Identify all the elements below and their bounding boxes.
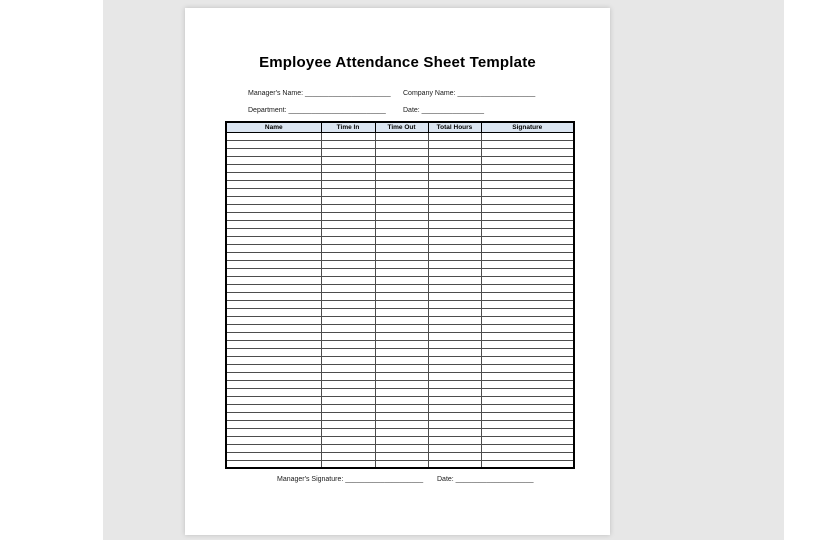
table-row bbox=[226, 188, 574, 196]
department-field: Department: _________________________ bbox=[248, 107, 386, 114]
table-cell bbox=[428, 452, 481, 460]
table-cell bbox=[428, 172, 481, 180]
table-row bbox=[226, 236, 574, 244]
table-cell bbox=[481, 412, 574, 420]
table-cell bbox=[321, 436, 375, 444]
table-cell bbox=[481, 420, 574, 428]
table-row bbox=[226, 268, 574, 276]
table-row bbox=[226, 324, 574, 332]
table-row bbox=[226, 212, 574, 220]
table-cell bbox=[321, 220, 375, 228]
table-row bbox=[226, 196, 574, 204]
table-cell bbox=[321, 132, 375, 140]
manager-signature-field: Manager's Signature: ____________________ bbox=[277, 476, 424, 483]
table-cell bbox=[321, 292, 375, 300]
table-row bbox=[226, 284, 574, 292]
table-cell bbox=[375, 356, 428, 364]
table-cell bbox=[321, 372, 375, 380]
table-cell bbox=[226, 364, 321, 372]
table-row bbox=[226, 356, 574, 364]
table-cell bbox=[481, 164, 574, 172]
table-cell bbox=[481, 292, 574, 300]
table-cell bbox=[375, 252, 428, 260]
table-cell bbox=[428, 428, 481, 436]
table-cell bbox=[375, 380, 428, 388]
table-cell bbox=[428, 180, 481, 188]
table-cell bbox=[375, 188, 428, 196]
table-cell bbox=[375, 396, 428, 404]
table-cell bbox=[481, 228, 574, 236]
table-cell bbox=[481, 348, 574, 356]
table-header-row bbox=[226, 122, 574, 132]
table-cell bbox=[375, 236, 428, 244]
table-cell bbox=[375, 172, 428, 180]
table-cell bbox=[375, 260, 428, 268]
table-cell bbox=[481, 204, 574, 212]
table-cell bbox=[481, 332, 574, 340]
table-cell bbox=[428, 220, 481, 228]
table-row bbox=[226, 348, 574, 356]
table-cell bbox=[321, 356, 375, 364]
column-header-time-out: Time Out bbox=[375, 122, 428, 132]
table-cell bbox=[375, 452, 428, 460]
table-row bbox=[226, 140, 574, 148]
table-cell bbox=[428, 252, 481, 260]
table-cell bbox=[226, 340, 321, 348]
table-cell bbox=[226, 132, 321, 140]
table-cell bbox=[428, 140, 481, 148]
table-row bbox=[226, 396, 574, 404]
table-cell bbox=[375, 460, 428, 468]
table-cell bbox=[375, 420, 428, 428]
table-cell bbox=[428, 308, 481, 316]
table-cell bbox=[481, 284, 574, 292]
table-cell bbox=[226, 156, 321, 164]
table-cell bbox=[321, 444, 375, 452]
table-cell bbox=[481, 404, 574, 412]
table-cell bbox=[226, 316, 321, 324]
table-cell bbox=[481, 444, 574, 452]
table-cell bbox=[321, 204, 375, 212]
table-cell bbox=[428, 348, 481, 356]
table-cell bbox=[481, 196, 574, 204]
table-row bbox=[226, 372, 574, 380]
column-header-signature: Signature bbox=[481, 122, 574, 132]
table-cell bbox=[321, 380, 375, 388]
table-row bbox=[226, 276, 574, 284]
table-cell bbox=[321, 316, 375, 324]
table-cell bbox=[428, 316, 481, 324]
table-cell bbox=[428, 276, 481, 284]
table-cell bbox=[321, 300, 375, 308]
table-cell bbox=[481, 316, 574, 324]
table-cell bbox=[226, 188, 321, 196]
table-row bbox=[226, 164, 574, 172]
table-cell bbox=[321, 196, 375, 204]
table-cell bbox=[321, 420, 375, 428]
table-cell bbox=[226, 148, 321, 156]
table-cell bbox=[428, 260, 481, 268]
table-cell bbox=[481, 372, 574, 380]
table-row bbox=[226, 220, 574, 228]
table-row bbox=[226, 388, 574, 396]
table-row bbox=[226, 420, 574, 428]
table-cell bbox=[481, 308, 574, 316]
table-cell bbox=[375, 228, 428, 236]
table-cell bbox=[321, 276, 375, 284]
table-cell bbox=[226, 244, 321, 252]
table-cell bbox=[481, 388, 574, 396]
table-cell bbox=[321, 412, 375, 420]
table-cell bbox=[375, 204, 428, 212]
table-cell bbox=[321, 212, 375, 220]
table-cell bbox=[226, 380, 321, 388]
table-row bbox=[226, 180, 574, 188]
table-cell bbox=[321, 452, 375, 460]
table-cell bbox=[481, 156, 574, 164]
table-cell bbox=[375, 292, 428, 300]
table-cell bbox=[226, 452, 321, 460]
table-cell bbox=[481, 188, 574, 196]
table-cell bbox=[375, 444, 428, 452]
table-cell bbox=[428, 132, 481, 140]
table-cell bbox=[481, 452, 574, 460]
company-name-field: Company Name: ____________________ bbox=[403, 90, 536, 97]
table-cell bbox=[428, 324, 481, 332]
table-cell bbox=[428, 300, 481, 308]
table-cell bbox=[481, 396, 574, 404]
table-cell bbox=[481, 252, 574, 260]
table-cell bbox=[481, 356, 574, 364]
table-row bbox=[226, 172, 574, 180]
table-cell bbox=[226, 388, 321, 396]
date-field: Date: ________________ bbox=[403, 107, 484, 114]
table-cell bbox=[321, 332, 375, 340]
table-cell bbox=[375, 300, 428, 308]
table-cell bbox=[226, 212, 321, 220]
table-cell bbox=[321, 268, 375, 276]
table-cell bbox=[226, 276, 321, 284]
table-cell bbox=[428, 212, 481, 220]
table-cell bbox=[428, 356, 481, 364]
app-background bbox=[103, 0, 784, 540]
table-cell bbox=[226, 140, 321, 148]
table-row bbox=[226, 300, 574, 308]
table-cell bbox=[375, 332, 428, 340]
table-cell bbox=[481, 140, 574, 148]
table-cell bbox=[226, 428, 321, 436]
table-cell bbox=[428, 412, 481, 420]
table-cell bbox=[481, 324, 574, 332]
table-cell bbox=[481, 132, 574, 140]
table-cell bbox=[481, 220, 574, 228]
table-cell bbox=[428, 388, 481, 396]
table-row bbox=[226, 156, 574, 164]
table-cell bbox=[481, 276, 574, 284]
table-row bbox=[226, 228, 574, 236]
table-row bbox=[226, 332, 574, 340]
table-cell bbox=[428, 292, 481, 300]
table-row bbox=[226, 428, 574, 436]
table-cell bbox=[226, 292, 321, 300]
table-cell bbox=[428, 372, 481, 380]
table-cell bbox=[321, 172, 375, 180]
table-cell bbox=[375, 140, 428, 148]
table-row bbox=[226, 308, 574, 316]
table-cell bbox=[321, 364, 375, 372]
table-cell bbox=[375, 316, 428, 324]
table-cell bbox=[321, 348, 375, 356]
table-cell bbox=[428, 164, 481, 172]
table-row bbox=[226, 460, 574, 468]
table-cell bbox=[226, 284, 321, 292]
table-cell bbox=[321, 228, 375, 236]
table-row bbox=[226, 260, 574, 268]
table-cell bbox=[321, 308, 375, 316]
table-cell bbox=[428, 204, 481, 212]
table-cell bbox=[375, 244, 428, 252]
table-row bbox=[226, 316, 574, 324]
table-cell bbox=[321, 404, 375, 412]
table-cell bbox=[481, 236, 574, 244]
table-cell bbox=[481, 340, 574, 348]
table-cell bbox=[375, 164, 428, 172]
table-cell bbox=[226, 236, 321, 244]
table-cell bbox=[375, 404, 428, 412]
table-cell bbox=[226, 420, 321, 428]
table-cell bbox=[226, 204, 321, 212]
page-title: Employee Attendance Sheet Template bbox=[259, 54, 536, 71]
table-cell bbox=[428, 396, 481, 404]
table-row bbox=[226, 204, 574, 212]
table-cell bbox=[481, 364, 574, 372]
table-cell bbox=[428, 340, 481, 348]
footer-date-field: Date: ____________________ bbox=[437, 476, 534, 483]
table-cell bbox=[375, 436, 428, 444]
table-cell bbox=[375, 148, 428, 156]
table-cell bbox=[226, 332, 321, 340]
table-cell bbox=[481, 300, 574, 308]
table-cell bbox=[481, 428, 574, 436]
table-cell bbox=[321, 284, 375, 292]
attendance-table bbox=[225, 121, 575, 469]
table-cell bbox=[226, 308, 321, 316]
table-cell bbox=[428, 236, 481, 244]
table-cell bbox=[375, 276, 428, 284]
document-page bbox=[185, 8, 610, 535]
table-cell bbox=[375, 284, 428, 292]
table-row bbox=[226, 436, 574, 444]
table-cell bbox=[226, 164, 321, 172]
table-cell bbox=[428, 284, 481, 292]
table-cell bbox=[321, 428, 375, 436]
table-cell bbox=[375, 364, 428, 372]
table-cell bbox=[226, 436, 321, 444]
table-cell bbox=[428, 380, 481, 388]
table-cell bbox=[481, 180, 574, 188]
table-cell bbox=[428, 404, 481, 412]
table-row bbox=[226, 404, 574, 412]
table-cell bbox=[226, 372, 321, 380]
table-row bbox=[226, 148, 574, 156]
table-cell bbox=[481, 244, 574, 252]
table-row bbox=[226, 340, 574, 348]
table-cell bbox=[481, 436, 574, 444]
table-cell bbox=[375, 340, 428, 348]
table-cell bbox=[321, 324, 375, 332]
table-cell bbox=[226, 396, 321, 404]
table-cell bbox=[375, 132, 428, 140]
table-cell bbox=[375, 348, 428, 356]
column-header-time-in: Time In bbox=[321, 122, 375, 132]
table-cell bbox=[375, 156, 428, 164]
table-row bbox=[226, 444, 574, 452]
table-cell bbox=[226, 196, 321, 204]
table-cell bbox=[321, 244, 375, 252]
table-cell bbox=[226, 404, 321, 412]
table-cell bbox=[321, 260, 375, 268]
table-cell bbox=[226, 412, 321, 420]
table-cell bbox=[481, 212, 574, 220]
table-cell bbox=[321, 156, 375, 164]
table-cell bbox=[428, 364, 481, 372]
table-cell bbox=[375, 180, 428, 188]
column-header-name: Name bbox=[226, 122, 321, 132]
table-row bbox=[226, 412, 574, 420]
table-cell bbox=[375, 212, 428, 220]
table-cell bbox=[375, 324, 428, 332]
table-cell bbox=[226, 324, 321, 332]
table-cell bbox=[428, 188, 481, 196]
table-cell bbox=[481, 268, 574, 276]
table-cell bbox=[481, 380, 574, 388]
table-cell bbox=[428, 420, 481, 428]
table-cell bbox=[428, 228, 481, 236]
manager-name-field: Manager's Name: ______________________ bbox=[248, 90, 391, 97]
table-cell bbox=[321, 388, 375, 396]
table-row bbox=[226, 132, 574, 140]
table-cell bbox=[321, 340, 375, 348]
table-cell bbox=[321, 396, 375, 404]
table-cell bbox=[226, 444, 321, 452]
table-cell bbox=[226, 300, 321, 308]
table-cell bbox=[428, 436, 481, 444]
table-row bbox=[226, 380, 574, 388]
table-row bbox=[226, 364, 574, 372]
table-cell bbox=[375, 220, 428, 228]
table-cell bbox=[375, 388, 428, 396]
table-cell bbox=[321, 140, 375, 148]
table-row bbox=[226, 252, 574, 260]
table-cell bbox=[428, 460, 481, 468]
table-cell bbox=[226, 180, 321, 188]
table-cell bbox=[428, 268, 481, 276]
table-cell bbox=[226, 228, 321, 236]
table-cell bbox=[375, 372, 428, 380]
table-cell bbox=[321, 164, 375, 172]
table-row bbox=[226, 452, 574, 460]
table-cell bbox=[226, 220, 321, 228]
table-cell bbox=[428, 148, 481, 156]
table-cell bbox=[375, 268, 428, 276]
table-cell bbox=[321, 460, 375, 468]
table-row bbox=[226, 292, 574, 300]
table-cell bbox=[226, 252, 321, 260]
table-cell bbox=[321, 148, 375, 156]
table-cell bbox=[226, 260, 321, 268]
table-cell bbox=[226, 268, 321, 276]
table-cell bbox=[321, 188, 375, 196]
table-cell bbox=[481, 460, 574, 468]
table-cell bbox=[375, 412, 428, 420]
table-cell bbox=[226, 348, 321, 356]
table-cell bbox=[321, 236, 375, 244]
table-cell bbox=[375, 196, 428, 204]
column-header-total-hours: Total Hours bbox=[428, 122, 481, 132]
table-cell bbox=[481, 260, 574, 268]
table-cell bbox=[428, 244, 481, 252]
table-cell bbox=[226, 356, 321, 364]
table-cell bbox=[375, 308, 428, 316]
table-cell bbox=[428, 444, 481, 452]
table-cell bbox=[321, 180, 375, 188]
table-cell bbox=[375, 428, 428, 436]
table-cell bbox=[481, 172, 574, 180]
table-cell bbox=[428, 196, 481, 204]
table-cell bbox=[481, 148, 574, 156]
table-cell bbox=[226, 460, 321, 468]
table-cell bbox=[321, 252, 375, 260]
table-cell bbox=[428, 156, 481, 164]
table-row bbox=[226, 244, 574, 252]
table-cell bbox=[428, 332, 481, 340]
table-cell bbox=[226, 172, 321, 180]
